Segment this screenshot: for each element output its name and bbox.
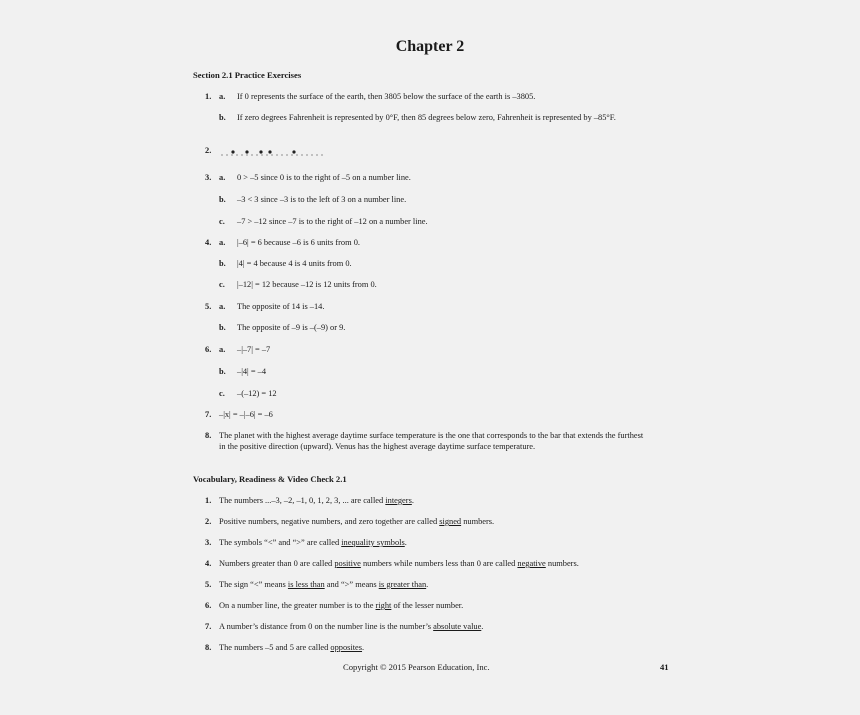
number-line-graphic xyxy=(219,147,329,159)
document-page: Chapter 2 Section 2.1 Practice Exercises 1. a. If 0 represents the surface of the earth, then 3805 below the surface of the earth is –3805. b. If zero degrees Fahrenheit is represented by 0°F, then 85 degrees below zero, Fahrenheit is represented by –85°F. 2. 3. a. 0 > –5 since 0 is to the right of –5 on a number line. b. –3 < 3 since –3 is to the left of 3 on a number line. c. –7 > –12 since –7 is to the right of –12 on a number line. 4. a. |–6| = 6 because –6 is 6 units from 0. b. |4| = 4 because 4 is 4 units from 0. c. |–12| = 12 because –12 is 12 units from 0. 5. a. The opposite of 14 is –14. b. The opposite of –9 is –(–9) or 9. 6. a. –|–7| = –7 b. –|4| = –4 c. –(–12) = 12 7. –|x| = –|–6| = –6 8. The planet with the highest average daytime surface temperature is the one that corresponds to the bar that extends the furthest in the positive direction (upward). Venus has the highest average daytime surface temperature. Vocabulary, Readiness & Video Check 2.1 1. The numbers ...–3, –2, –1, 0, 1, 2, 3, ... are called integers. 2. Positive numbers, negative numbers, and zero together are called signed numbers. 3. The symbols “<” and “>” are called inequality symbols. 4. Numbers greater than 0 are called positive numbers while numbers less than 0 are called negative numbers. 5. The sign “<” means is less than and “>” means is greater than. 6. On a number line, the greater number is to the right of the lesser number. 7. A number’s distance from 0 on the number line is the number’s absolute value. 8. The numbers –5 and 5 are called opposites. Copyright © 2015 Pearson Education, Inc. 41 xyxy=(0,0,860,715)
answer-right: right xyxy=(375,601,392,610)
answer-inequality-symbols: inequality symbols xyxy=(341,538,405,547)
answer-absolute-value: absolute value xyxy=(433,622,482,631)
answer-positive: positive xyxy=(334,559,361,568)
copyright-footer: Copyright © 2015 Pearson Education, Inc. xyxy=(343,662,490,672)
answer-signed: signed xyxy=(439,517,462,526)
section-heading: Section 2.1 Practice Exercises xyxy=(193,70,302,80)
chapter-title: Chapter 2 xyxy=(395,38,465,55)
page-number: 41 xyxy=(660,662,669,672)
answer-greater-than: is greater than xyxy=(378,580,427,589)
vocabulary-heading: Vocabulary, Readiness & Video Check 2.1 xyxy=(193,474,347,484)
answer-opposites: opposites xyxy=(330,643,363,652)
answer-integers: integers xyxy=(385,496,412,505)
answer-negative: negative xyxy=(517,559,546,568)
answer-less-than: is less than xyxy=(287,580,325,589)
